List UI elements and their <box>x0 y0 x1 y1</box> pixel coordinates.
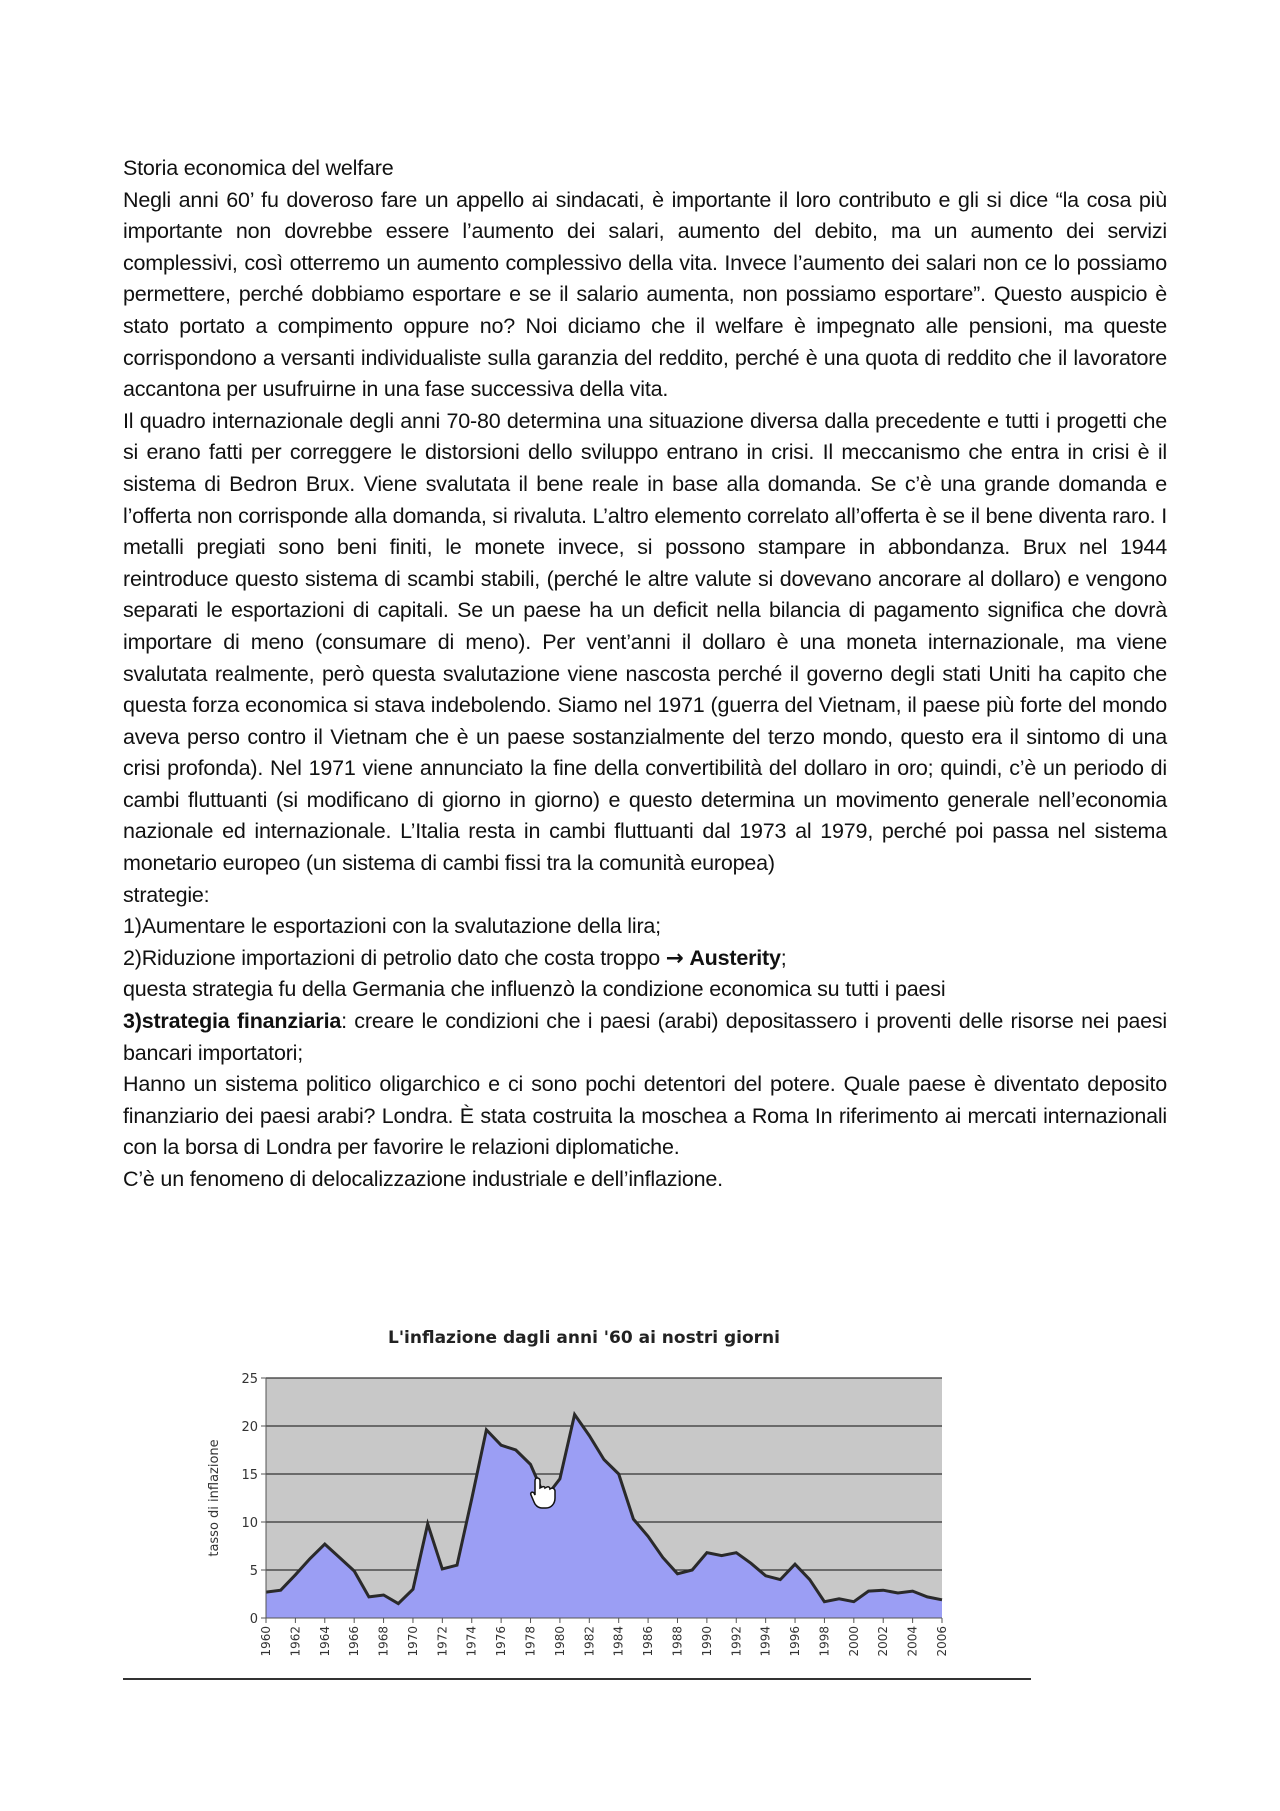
strategy-3-text: : creare le condizioni che i paesi (arabi) depositassero i proventi delle risorse nei paesi bancari importatori; <box>123 1009 1168 1065</box>
x-tick-label: 1978 <box>523 1626 538 1657</box>
x-tick-label: 1988 <box>670 1626 685 1657</box>
x-tick-label: 1966 <box>347 1626 362 1657</box>
x-tick-label: 1960 <box>259 1626 273 1657</box>
paragraph-2: Il quadro internazionale degli anni 70-80 determina una situazione diversa dalla precedente e tutti i progetti che si erano fatti per correggere le distorsioni dello sviluppo entrano in crisi. Il meccanismo che entra in crisi è il sistema di Bedron Brux. Viene svalutata il bene reale in base alla domanda. Se c’è una grande domanda e l’offerta non corrisponde alla domanda, si rivaluta. L’altro elemento correlato all’offerta è se il bene diventa raro. I metalli pregiati sono beni finiti, le monete invece, si possono stampare in abbondanza. Brux nel 1944 reintroduce questo sistema di scambi stabili, (perché le altre valute si dovevano ancorare al dollaro) e vengono separati le esportazioni di capitali. Se un paese ha un deficit nella bilancia di pagamento significa che dovrà importare di meno (consumare di meno). Per vent’anni il dollaro è una moneta internazionale, ma viene svalutata realmente, però questa svalutazione viene nascosta perché il governo degli stati Uniti ha capito che questa forza economica si stava indebolendo. Siamo nel 1971 (guerra del Vietnam, il paese più forte del mondo aveva perso contro il Vietnam che è un paese sostanzialmente del terzo mondo, questo era il sintomo di una crisi profonda). Nel 1971 viene annunciato la fine della convertibilità del dollaro in oro; quindi, c’è un periodo di cambi fluttuanti (si modificano di giorno in giorno) e questo determina un movimento generale nell’economia nazionale ed internazionale. L’Italia resta in cambi fluttuanti dal 1973 al 1979, perché poi passa nel sistema monetario europeo (un sistema di cambi fissi tra la comunità europea) <box>123 408 1167 876</box>
germany-line: questa strategia fu della Germania che influenzò la condizione economica su tutti i paesi <box>123 977 946 1002</box>
x-tick-label: 1972 <box>435 1626 450 1657</box>
x-tick-label: 2006 <box>935 1626 949 1657</box>
x-tick-label: 1992 <box>729 1626 744 1657</box>
x-tick-label: 1996 <box>788 1626 803 1657</box>
strategy-2-text: 2)Riduzione importazioni di petrolio dato che costa troppo <box>123 945 660 970</box>
x-tick-label: 2000 <box>846 1626 861 1657</box>
x-tick-label: 1984 <box>611 1626 626 1657</box>
paragraph-1: Negli anni 60’ fu doveroso fare un appello ai sindacati, è importante il loro contributo e gli si dice “la cosa più importante non dovrebbe essere l’aumento dei salari, aumento del debito, ma un aumento dei servizi complessivi, così otterremo un aumento complessivo della vita. Invece l’aumento dei salari non ce lo possiamo permettere, perché dobbiamo esportare e se il salario aumenta, non possiamo esportare”. Questo auspicio è stato portato a compimento oppure no? Noi diciamo che il welfare è impegnato alle pensioni, ma queste corrispondono a versanti individualiste sulla garanzia del reddito, perché è una quota di reddito che il lavoratore accantona per usufruirne in una fase successiva della vita. <box>123 187 1167 402</box>
y-axis-ticks <box>241 1372 266 1627</box>
strategy-2-end: ; <box>780 945 787 970</box>
x-axis-ticks <box>259 1618 949 1657</box>
y-tick-label: 25 <box>241 1372 258 1387</box>
document-title: Storia economica del welfare <box>123 156 394 180</box>
x-tick-label: 1986 <box>641 1626 656 1657</box>
chart-svg <box>196 1318 972 1678</box>
x-tick-label: 2004 <box>905 1626 920 1657</box>
strategy-3 <box>123 1006 1167 1069</box>
strategy-2 <box>123 943 1167 975</box>
paragraph-end: Hanno un sistema politico oligarchico e ci sono pochi detentori del potere. Quale paese è diventato deposito finanziario dei paesi arabi? Londra. È stata costruita la moschea a Roma In riferimento ai mercati internazionali con la borsa di Londra per favorire le relazioni diplomatiche. <box>123 1072 1167 1160</box>
y-tick-label: 20 <box>241 1420 258 1435</box>
x-tick-label: 1964 <box>317 1626 332 1657</box>
x-tick-label: 1982 <box>582 1626 597 1657</box>
strategy-2-bold: Austerity <box>689 945 781 970</box>
last-line: C’è un fenomeno di delocalizzazione industriale e dell’inflazione. <box>123 1167 723 1191</box>
x-tick-label: 1976 <box>494 1626 509 1657</box>
x-tick-label: 1994 <box>758 1626 773 1657</box>
y-tick-label: 0 <box>249 1612 258 1627</box>
inflation-chart <box>196 1318 972 1678</box>
x-tick-label: 1968 <box>376 1626 391 1657</box>
x-tick-label: 1970 <box>405 1626 420 1657</box>
strategie-label: strategie: <box>123 882 210 907</box>
horizontal-rule <box>123 1678 1031 1680</box>
x-tick-label: 1990 <box>699 1626 714 1657</box>
y-tick-label: 5 <box>249 1564 258 1579</box>
arrow-right-icon: → <box>665 945 684 971</box>
x-tick-label: 1998 <box>817 1626 832 1657</box>
y-tick-label: 15 <box>241 1468 258 1483</box>
chart-title: L'inflazione dagli anni '60 ai nostri giorni <box>388 1328 780 1348</box>
document-page <box>123 153 1167 1196</box>
strategy-1: 1)Aumentare le esportazioni con la svalutazione della lira; <box>123 914 661 939</box>
x-tick-label: 1974 <box>464 1626 479 1657</box>
y-axis-label: tasso di inflazione <box>207 1439 222 1557</box>
y-tick-label: 10 <box>241 1516 258 1531</box>
x-tick-label: 2002 <box>876 1626 891 1657</box>
x-tick-label: 1962 <box>288 1626 303 1657</box>
x-tick-label: 1980 <box>552 1626 567 1657</box>
document-body <box>123 153 1167 1196</box>
strategy-3-bold: 3)strategia finanziaria <box>123 1009 342 1034</box>
